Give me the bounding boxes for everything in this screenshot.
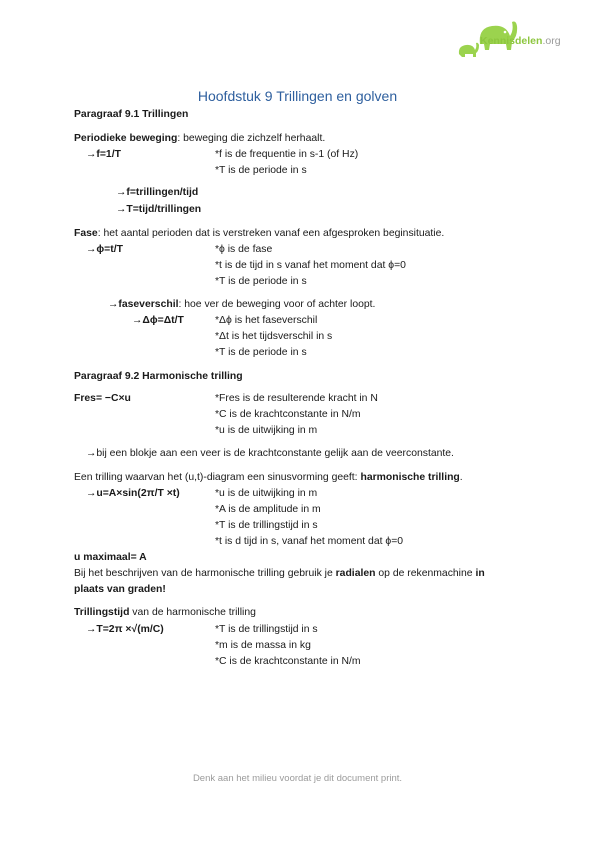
formula-f: f=1/T <box>96 149 121 160</box>
note-dphi-2: *Δt is het tijdsverschil in s <box>215 331 333 342</box>
formula-T-tijd: T=tijd/trillingen <box>126 204 202 215</box>
note-phi-3: *T is de periode in s <box>215 276 307 287</box>
blokje-line <box>86 447 454 460</box>
def-fase: : het aantal perioden dat is verstreken vanaf een afgesproken beginsituatie. <box>97 228 445 239</box>
arrow-icon: → <box>108 299 119 310</box>
note-phi-1: *ϕ is de fase <box>215 244 273 255</box>
arrow-icon: → <box>86 149 97 160</box>
formula-phi: ϕ=t/T <box>96 244 123 255</box>
note-fres-3: *u is de uitwijking in m <box>215 425 318 436</box>
note-dphi-3: *T is de periode in s <box>215 347 307 358</box>
trillingstijd-line <box>74 606 256 619</box>
arrow-icon: → <box>86 488 97 499</box>
def-periodieke-beweging: : beweging die zichzelf herhaalt. <box>177 133 326 144</box>
logo-domain: .org <box>542 35 561 47</box>
note-f-1: *f is de frequentie in s-1 (of Hz) <box>215 149 359 160</box>
arrow-icon: → <box>86 448 97 459</box>
formula-f-trillingen: f=trillingen/tijd <box>126 187 199 198</box>
note-T-3: *C is de krachtconstante in N/m <box>215 656 361 667</box>
radialen-line-1 <box>74 567 485 580</box>
radialen-line-2: plaats van graden! <box>74 584 166 595</box>
note-u-4: *t is d tijd in s, vanaf het moment dat ϕ=0 <box>215 536 404 547</box>
sinus-period: . <box>459 472 463 483</box>
term-fase: Fase <box>74 228 98 239</box>
formula-T-line <box>116 203 201 216</box>
sinus-line <box>74 471 463 484</box>
formula-u-line <box>86 487 180 500</box>
note-phi-2: *t is de tijd in s vanaf het moment dat ϕ=0 <box>215 260 406 271</box>
note-u-2: *A is de amplitude in m <box>215 504 321 515</box>
page-title: Hoofdstuk 9 Trillingen en golven <box>197 88 398 104</box>
term-periodieke-beweging: Periodieke beweging <box>74 133 178 144</box>
term-trillingstijd: Trillingstijd <box>74 607 130 618</box>
formula-T-harmonisch-line <box>86 623 164 636</box>
heading-paragraaf-9-1: Paragraaf 9.1 Trillingen <box>74 109 189 120</box>
formula-u: u=A×sin(2π/T ×t) <box>96 488 180 499</box>
radialen-text: Bij het beschrijven van de harmonische trilling gebruik je <box>74 568 336 579</box>
formula-f-line <box>86 148 121 161</box>
fase-line <box>74 227 444 240</box>
note-dphi-1: *Δϕ is het faseverschil <box>215 315 318 326</box>
note-T-1: *T is de trillingstijd in s <box>215 624 318 635</box>
term-harmonische-trilling: harmonische trilling <box>360 472 460 483</box>
arrow-icon: → <box>132 315 143 326</box>
note-fres-1: *Fres is de resulterende kracht in N <box>215 393 378 404</box>
periodieke-beweging-line <box>74 132 325 145</box>
sinus-text: Een trilling waarvan het (u,t)-diagram een sinusvorming geeft: <box>74 472 361 483</box>
formula-fres: Fres= −C×u <box>74 393 131 404</box>
formula-f2-line <box>116 186 198 199</box>
note-u-1: *u is de uitwijking in m <box>215 488 318 499</box>
note-u-3: *T is de trillingstijd in s <box>215 520 318 531</box>
arrow-icon: → <box>86 624 97 635</box>
radialen-in: in <box>475 568 485 579</box>
formula-T-harmonisch: T=2π ×√(m/C) <box>96 624 164 635</box>
logo-name: Kennisdelen <box>480 35 543 47</box>
note-f-2: *T is de periode in s <box>215 165 307 176</box>
formula-dphi-line <box>132 314 184 327</box>
arrow-icon: → <box>116 204 127 215</box>
note-fres-2: *C is de krachtconstante in N/m <box>215 409 361 420</box>
def-faseverschil: : hoe ver de beweging voor of achter loopt. <box>178 299 376 310</box>
blokje-text: bij een blokje aan een veer is de krachtconstante gelijk aan de veerconstante. <box>96 448 454 459</box>
term-faseverschil: faseverschil <box>118 299 179 310</box>
footer-note: Denk aan het milieu voordat je dit document print. <box>192 773 403 784</box>
formula-phi-line <box>86 243 123 256</box>
arrow-icon: → <box>86 244 97 255</box>
note-T-2: *m is de massa in kg <box>215 640 311 651</box>
formula-dphi: Δϕ=Δt/T <box>142 315 184 326</box>
term-radialen: radialen <box>335 568 376 579</box>
faseverschil-line <box>108 298 375 311</box>
u-maximaal: u maximaal= A <box>74 552 147 563</box>
trillingstijd-text: van de harmonische trilling <box>129 607 256 618</box>
heading-paragraaf-9-2: Paragraaf 9.2 Harmonische trilling <box>74 371 243 382</box>
logo-text <box>480 35 561 47</box>
radialen-text-2: op de rekenmachine <box>375 568 476 579</box>
arrow-icon: → <box>116 187 127 198</box>
